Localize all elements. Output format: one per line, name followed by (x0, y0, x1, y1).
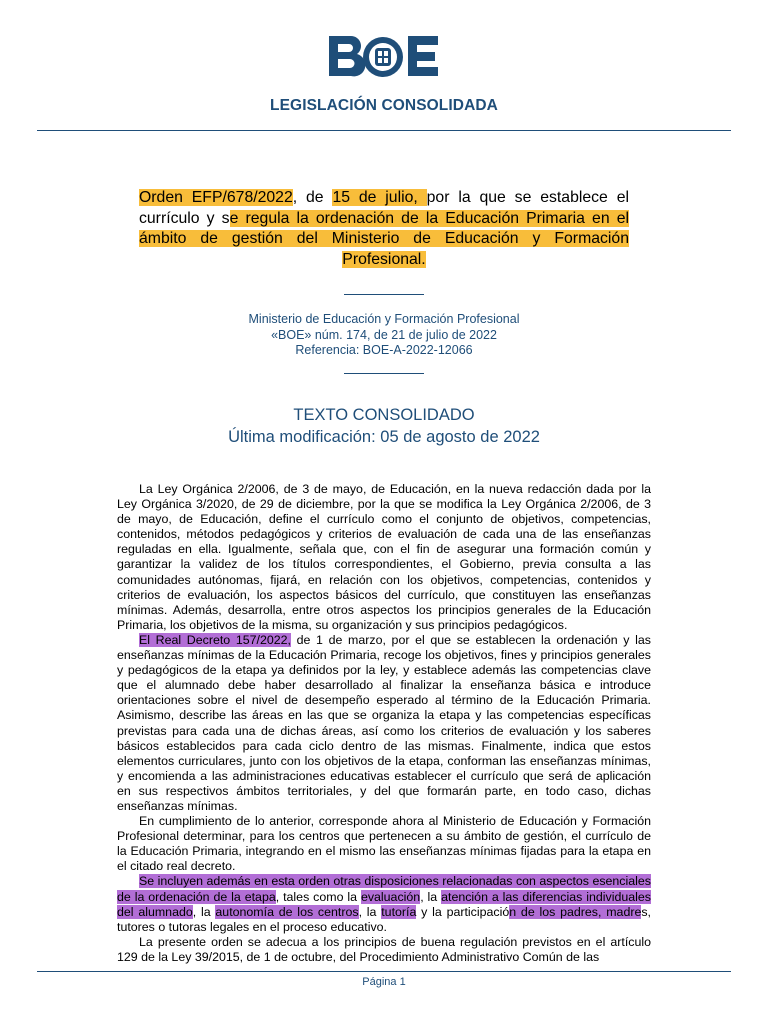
paragraph: La Ley Orgánica 2/2006, de 3 de mayo, de Educación, en la nueva redacción dada por la Ley Orgánica 3/2020, de 29 de diciembre, por la que se modifica la Ley Orgánica 2/2006, de 3 de mayo, de Educación, define el currículo como el conjunto de objetivos, competencias, contenidos, métodos pedagógicos y criterios de evaluación de cada una de las enseñanzas reguladas en ella. Igualmente, señala que, con el fin de asegurar una formación común y garantizar la validez de los títulos correspondientes, el Gobierno, previa consulta a las comunidades autónomas, fijará, en relación con los objetivos, competencias, contenidos y criterios de evaluación, los aspectos básicos del currículo, que constituyen las enseñanzas mínimas. Además, desarrolla, entre otros aspectos los principios generales de la Educación Primaria, los objetivos de la misma, su organización y sus principios pedagógicos. (117, 482, 651, 632)
title-part: por la que se establece el currículo y s (139, 189, 629, 227)
title-highlight: e regula la ordenación de la Educación Primaria en el ámbito de gestión del Ministerio de Educación y Formación Profesional. (139, 209, 630, 268)
highlighted-text: Se incluyen además en esta orden otras disposiciones relacionadas con aspectos esenciales de la ordenación de la etapa (117, 874, 651, 904)
reference-code: Referencia: BOE-A-2022-12066 (295, 343, 473, 357)
ministry-name: Ministerio de Educación y Formación Profesional (248, 312, 520, 326)
boe-logo (328, 34, 440, 80)
header-title: LEGISLACIÓN CONSOLIDADA (270, 97, 498, 114)
header-divider (37, 130, 731, 131)
consolidated-label: TEXTO CONSOLIDADO (293, 406, 475, 424)
paragraph: La presente orden se adecua a los principios de buena regulación previstos en el artículo 129 de la Ley 39/2015, de 1 de octubre, del Procedimiento Administrativo Común de las (117, 934, 651, 964)
boe-issue: «BOE» núm. 174, de 21 de julio de 2022 (271, 327, 497, 342)
title-part: , de (292, 189, 333, 206)
highlighted-text: autonomía de los centros (215, 904, 359, 919)
last-modified: Última modificación: 05 de agosto de 2022 (228, 427, 540, 446)
title-date: 15 de julio, (332, 189, 427, 206)
paragraph: En cumplimiento de lo anterior, corresponde ahora al Ministerio de Educación y Formación Profesional determinar, para los centros que pertenecen a su ámbito de gestión, el currículo de la Educación Primaria, integrando en el mismo las enseñanzas mínimas fijadas para la etapa en el citado real decreto. (117, 814, 651, 874)
highlighted-text: atención a las diferencias individuales del alumnado (117, 889, 651, 919)
paragraph: Se incluyen además en esta orden otras disposiciones relacionadas con aspectos esenciales de la ordenación de la etapa, tales como la evaluación, la atención a las diferencias individuales del alumnado, la autonomía de los centros, la tutoría y la participación de los padres, madres, tutores o tutoras legales en el proceso educativo. (117, 874, 651, 934)
meta-divider-top (344, 294, 424, 295)
highlighted-text: El Real Decreto 157/2022, (139, 632, 291, 647)
page-number: Página 1 (362, 976, 406, 988)
highlighted-text: n de los padres, madre (509, 904, 642, 919)
footer-divider (37, 971, 731, 972)
document-meta (0, 312, 768, 359)
paragraph: El Real Decreto 157/2022, de 1 de marzo, por el que se establecen la ordenación y las enseñanzas mínimas de la Educación Primaria, recoge los objetivos, fines y principios generales y pedagógicos de la etapa ya definidos por la ley, y establece además las competencias clave que el alumnado debe haber desarrollado al finalizar la enseñanza básica e introduce orientaciones sobre el nivel de desempeño esperado al término de la Educación Primaria. Asimismo, describe las áreas en las que se organiza la etapa y las competencias específicas previstas para cada una de dichas áreas, así como los criterios de evaluación y los saberes básicos establecidos para cada ciclo dentro de las mismas. Finalmente, indica que estos elementos curriculares, junto con los objetivos de la etapa, conforman las enseñanzas mínimas, y encomienda a las administraciones educativas establecer el currículo que será de aplicación en sus respectivos ámbitos territoriales, y del que formarán parte, en todo caso, dichas enseñanzas mínimas. (117, 632, 651, 813)
consolidated-heading (0, 405, 768, 448)
document-body (117, 482, 651, 965)
highlighted-text: tutoría (381, 904, 417, 919)
title-order-number: Orden EFP/678/2022 (139, 189, 293, 206)
meta-divider-bottom (344, 373, 424, 374)
document-title (139, 188, 629, 270)
highlighted-text: evaluación (360, 889, 421, 904)
